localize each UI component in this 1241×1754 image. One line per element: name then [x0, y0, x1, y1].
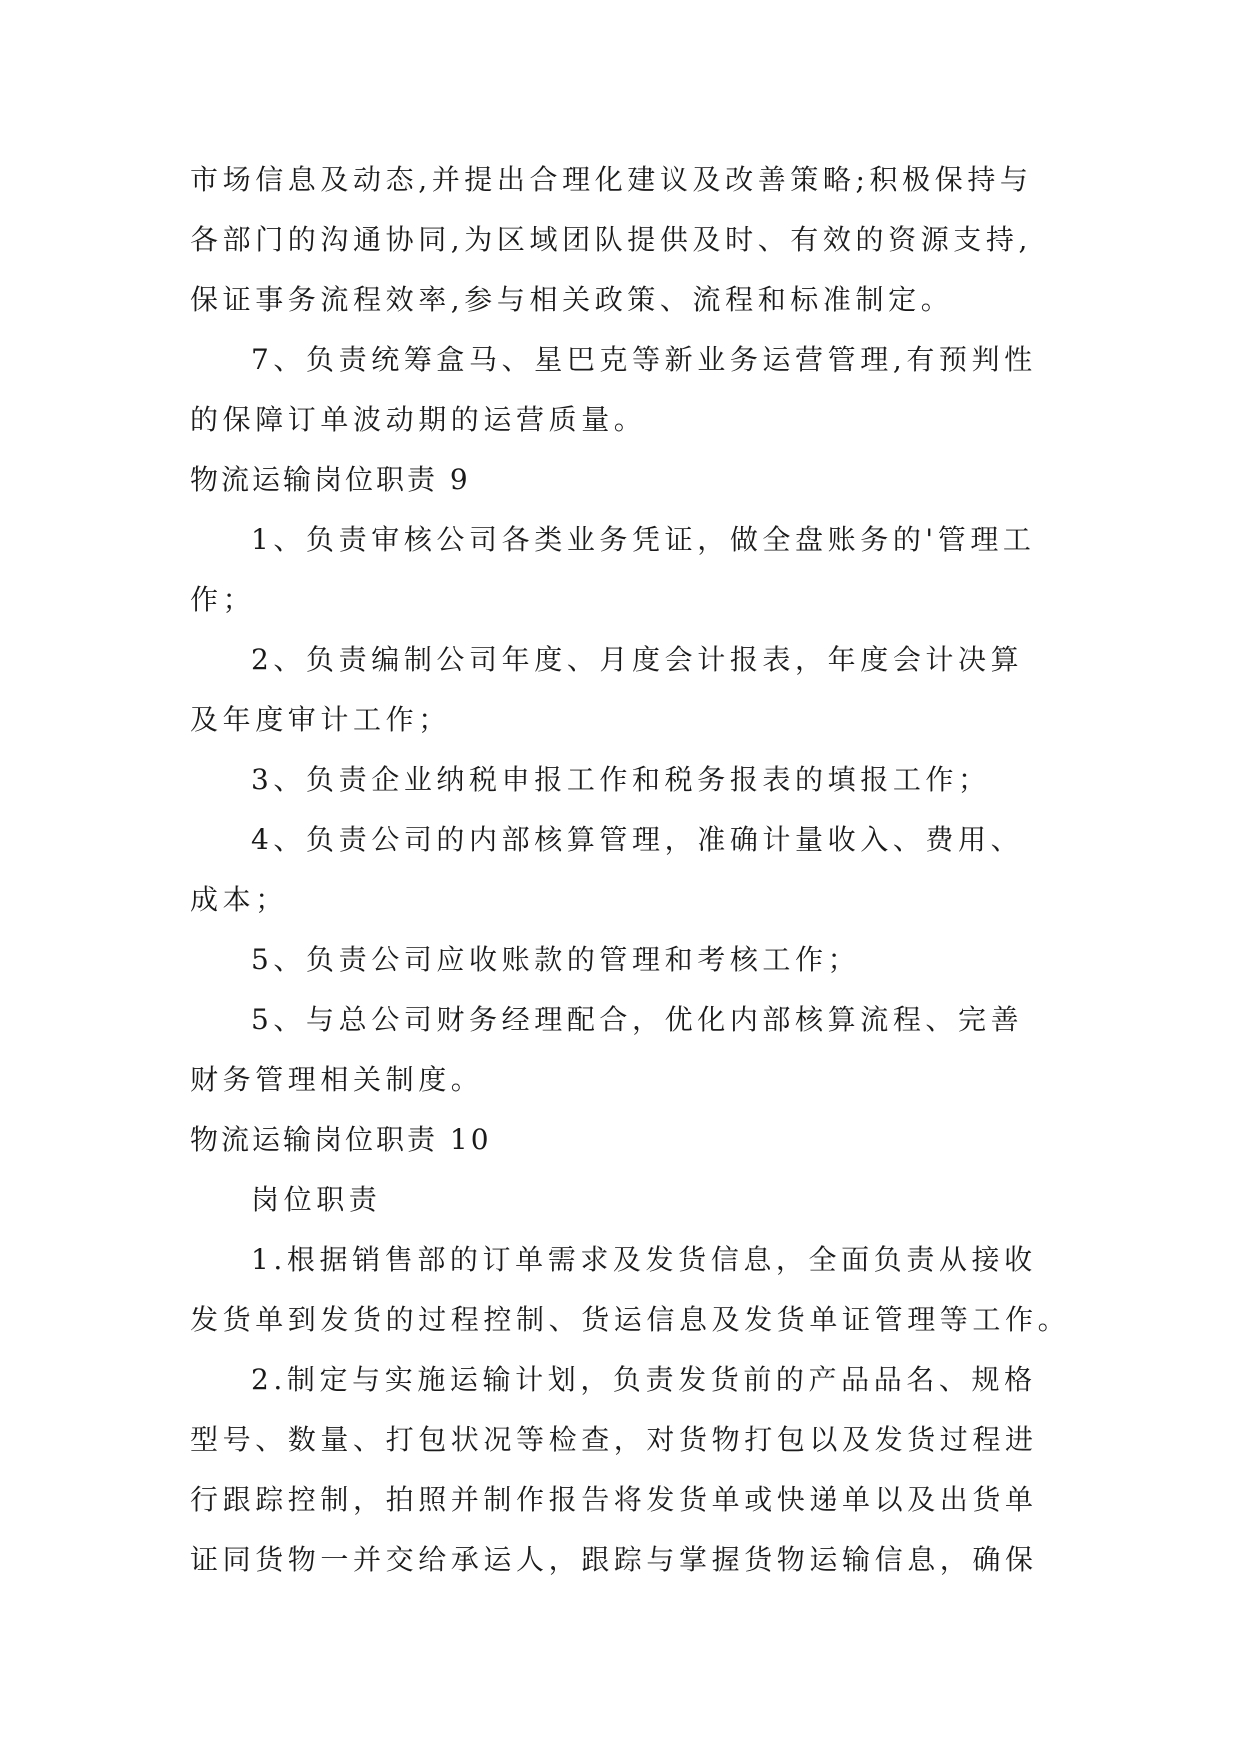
paragraph-line: 市场信息及动态,并提出合理化建议及改善策略;积极保持与: [190, 163, 1033, 196]
document-body: [190, 150, 1070, 1590]
paragraph-line: 型号、数量、打包状况等检查，对货物打包以及发货过程进: [190, 1423, 1038, 1456]
list-item-line: 1.根据销售部的订单需求及发货信息，全面负责从接收: [251, 1243, 1037, 1276]
section-heading: 物流运输岗位职责 10: [190, 1123, 492, 1156]
list-item-line: 2、负责编制公司年度、月度会计报表，年度会计决算: [251, 643, 1024, 676]
paragraph-line: 保证事务流程效率,参与相关政策、流程和标准制定。: [190, 283, 954, 316]
paragraph-line: 行跟踪控制，拍照并制作报告将发货单或快递单以及出货单: [190, 1483, 1038, 1516]
list-item-line: 7、负责统筹盒马、星巴克等新业务运营管理,有预判性: [251, 343, 1037, 376]
paragraph-line: 及年度审计工作；: [190, 703, 451, 736]
list-item-line: 3、负责企业纳税申报工作和税务报表的填报工作；: [251, 763, 991, 796]
paragraph-line: 证同货物一并交给承运人，跟踪与掌握货物运输信息，确保: [190, 1543, 1038, 1576]
paragraph-line: 财务管理相关制度。: [190, 1063, 484, 1096]
paragraph-line: 的保障订单波动期的运营质量。: [190, 403, 647, 436]
section-heading: 物流运输岗位职责 9: [190, 463, 471, 496]
list-item-line: 5、与总公司财务经理配合，优化内部核算流程、完善: [251, 1003, 1024, 1036]
list-item-line: 1、负责审核公司各类业务凭证，做全盘账务的'管理工: [251, 523, 1036, 556]
subheading: 岗位职责: [251, 1183, 382, 1216]
list-item-line: 2.制定与实施运输计划，负责发货前的产品品名、规格: [251, 1363, 1037, 1396]
paragraph-line: 各部门的沟通协同,为区域团队提供及时、有效的资源支持,: [190, 223, 1033, 256]
paragraph-line: 作；: [190, 583, 256, 616]
list-item-line: 4、负责公司的内部核算管理，准确计量收入、费用、: [251, 823, 1024, 856]
paragraph-line: 发货单到发货的过程控制、货运信息及发货单证管理等工作。: [190, 1303, 1071, 1336]
paragraph-line: 成本；: [190, 883, 288, 916]
list-item-line: 5、负责公司应收账款的管理和考核工作；: [251, 943, 861, 976]
